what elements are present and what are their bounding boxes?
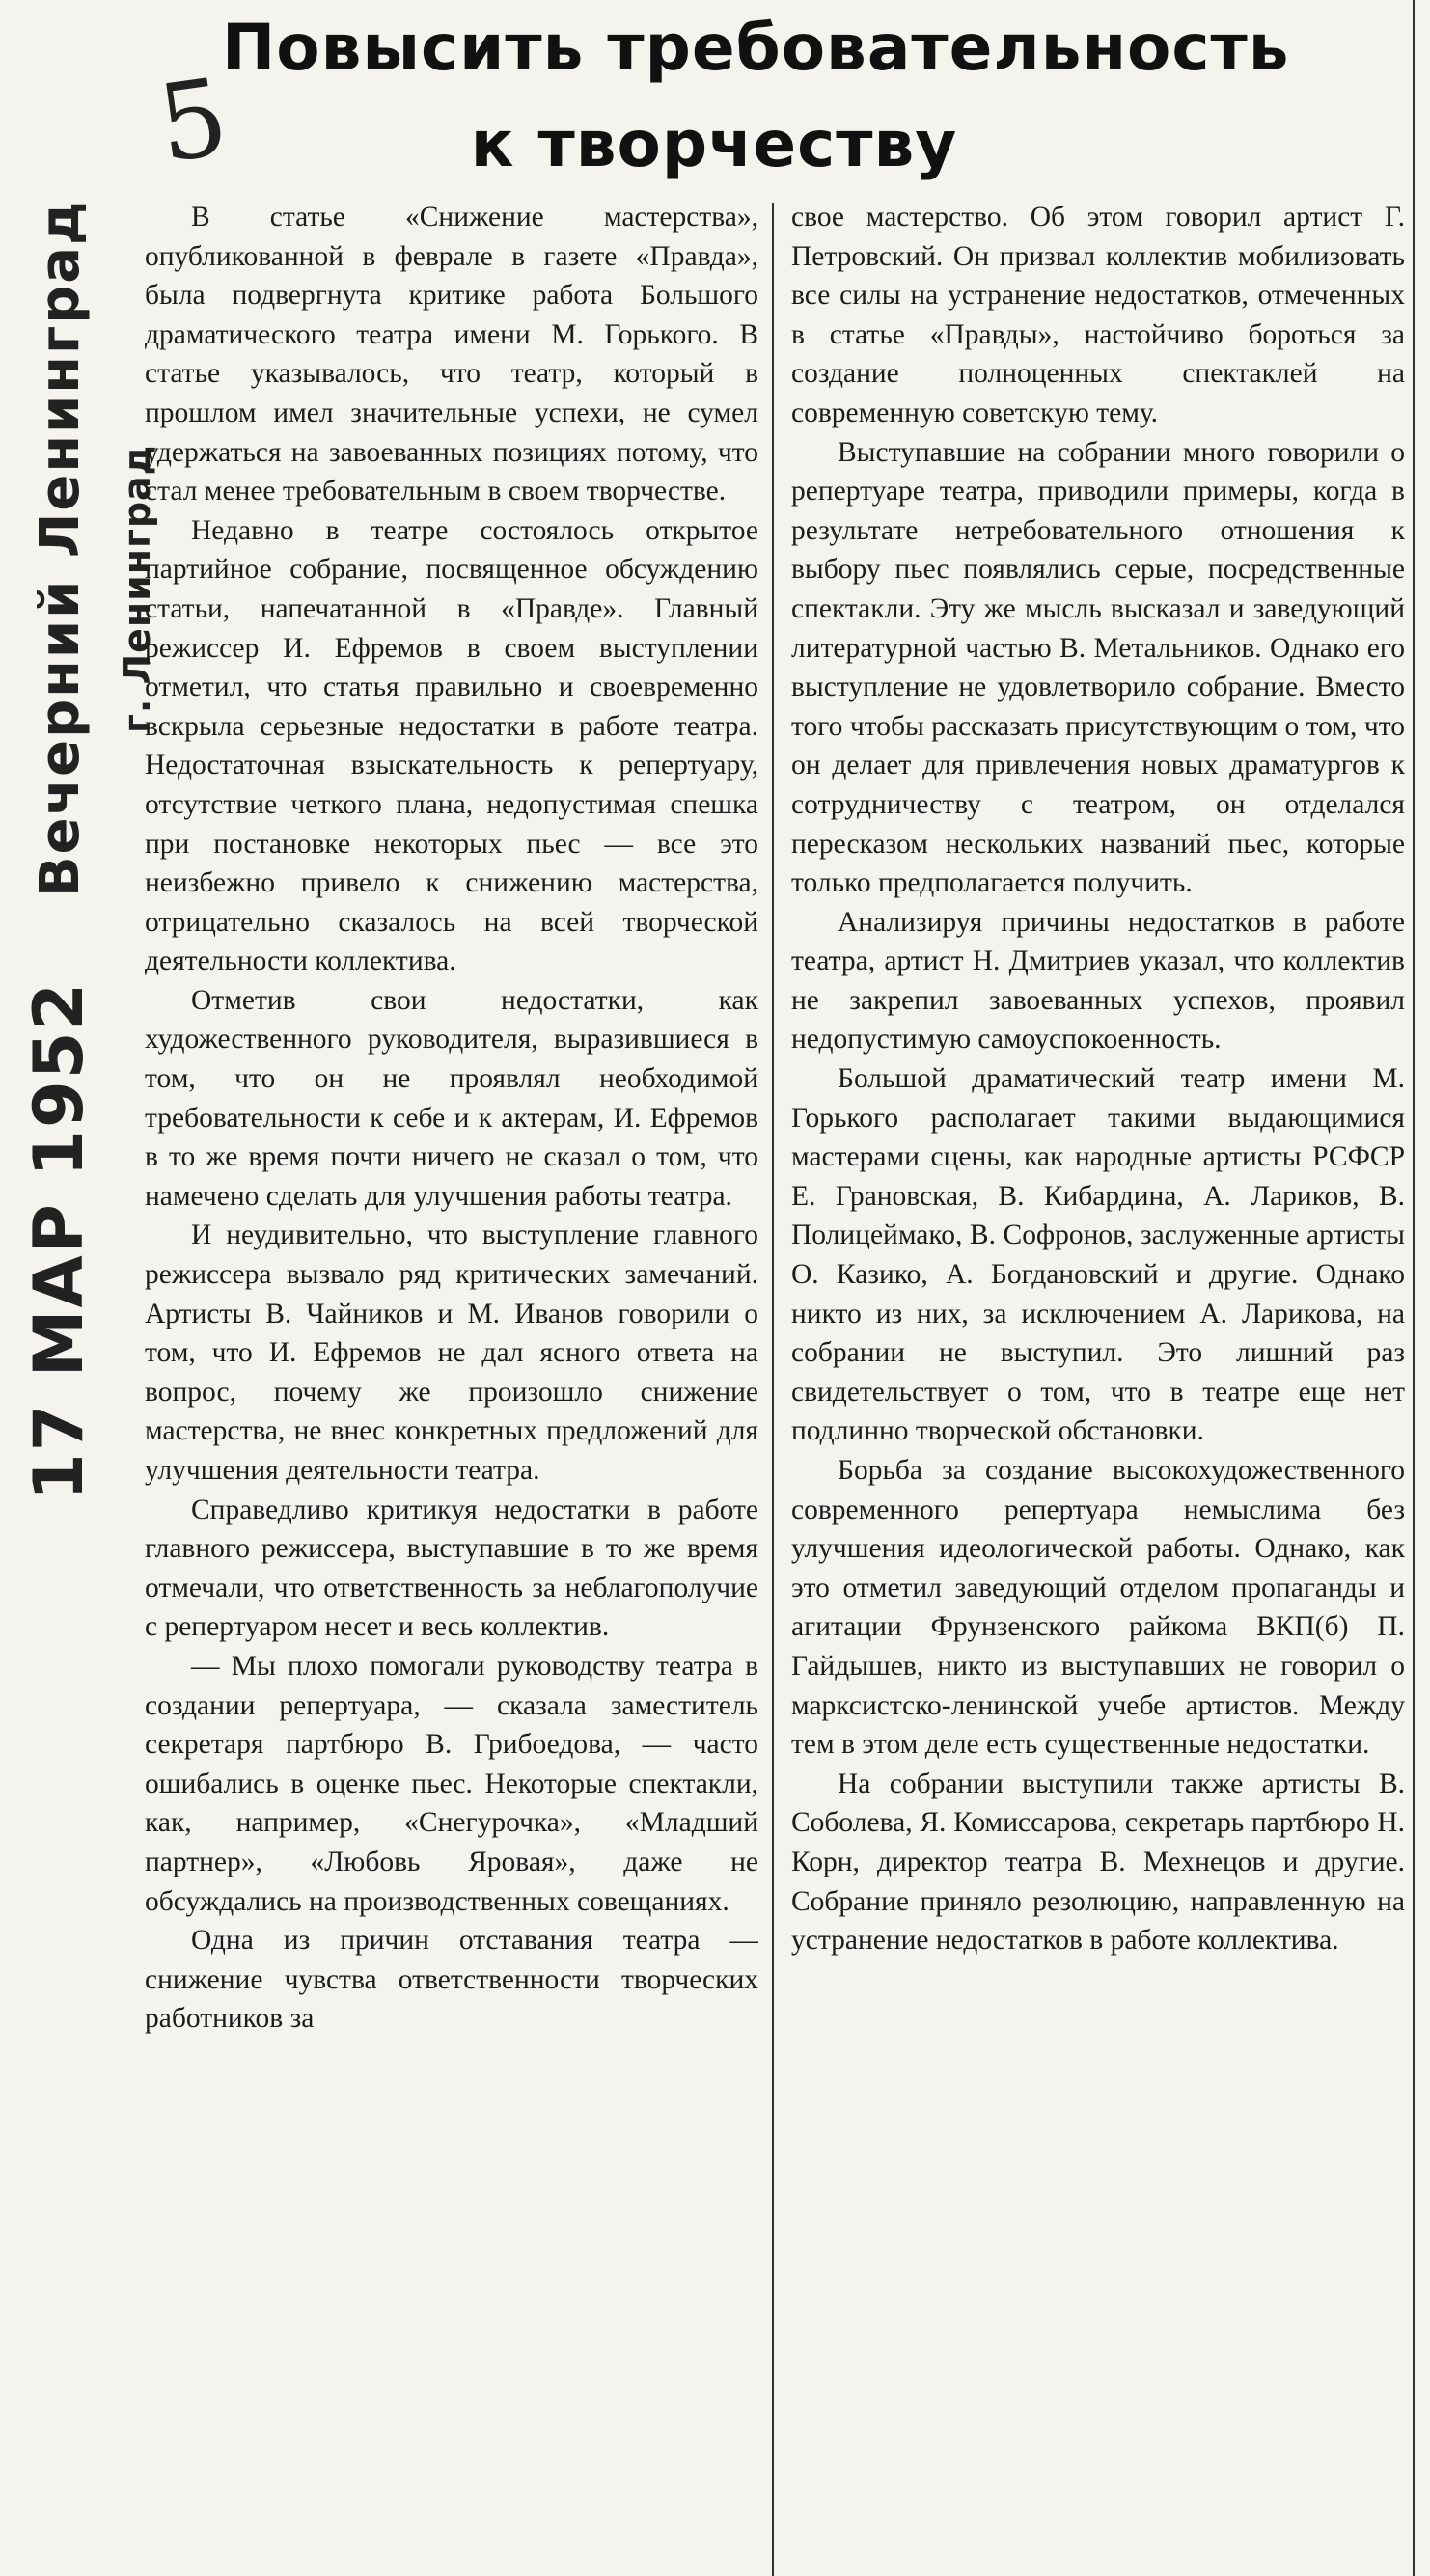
stamp-date: 17 МАР 1952	[19, 980, 98, 1500]
paragraph-continued: свое мастерство. Об этом говорил артист Г. Петровский. Он призвал коллектив мобилизовать все силы на устранение недостатков, отмеченных в статье «Правды», настойчиво бороться за создание полноценных спектаклей на современную советскую тему.	[791, 202, 1405, 428]
headline-line-2: к творчеству	[470, 107, 958, 181]
paragraph: Отметив свои недостатки, как художественного руководителя, выразившиеся в том, что он не проявлял необходимой требовательности к себе и к актерам, И. Ефремов в то же время почти ничего не сказал о том, что намечено сделать для улучшения работы театра.	[145, 984, 758, 1212]
paragraph: На собрании выступили также артисты В. Соболева, Я. Комиссарова, секретарь партбюро Н. Корн, директор театра В. Мехнецов и другие. Собрание приняло резолюцию, направленную на устранение недостатков в работе коллектива.	[791, 1768, 1405, 1957]
stamp-city: г. Ленинград	[116, 444, 158, 733]
paragraph: В статье «Снижение мастерства», опубликованной в феврале в газете «Правда», была подвергнута критике работа Большого драматического театра имени М. Горького. В статье указывалось, что театр, который в прошлом имел значительные успехи, не сумел удержаться на завоеванных позициях потому, что стал менее требовательным в своем творчестве.	[145, 202, 758, 507]
stamp-newspaper-name: Вечерний Ленинград	[29, 199, 92, 897]
paragraph: — Мы плохо помогали руководству театра в создании репертуара, — сказала заместитель секретаря партбюро В. Грибоедова, — часто ошибались в оценке пьес. Некоторые спектакли, как, например, «Снегурочка», «Младший партнер», «Любовь Яровая», даже не обсуждались на производственных совещаниях.	[145, 1650, 758, 1917]
handwritten-mark: 5	[151, 54, 235, 187]
article-left-column	[145, 198, 758, 2576]
paragraph: Одна из причин отставания театра — снижение чувства ответственности творческих работников за	[145, 1925, 758, 2035]
paragraph: Недавно в театре состоялось открытое партийное собрание, посвященное обсуждению статьи, напечатанной в «Правде». Главный режиссер И. Ефремов в своем выступлении отметил, что статья правильно и своевременно вскрыла серьезные недостатки в работе театра. Недостаточная взыскательность к репертуару, отсутствие четкого плана, недопустимая спешка при постановке некоторых пьес — все это неизбежно привело к снижению мастерства, отрицательно сказалось на всей творческой деятельности коллектива.	[145, 514, 758, 977]
paragraph: Анализируя причины недостатков в работе театра, артист Н. Дмитриев указал, что коллектив не закрепил завоеванных успехов, проявил недопустимую самоуспокоенность.	[791, 906, 1405, 1055]
paragraph: И неудивительно, что выступление главного режиссера вызвало ряд критических замечаний. Артисты В. Чайников и М. Иванов говорили о том, что И. Ефремов не дал ясного ответа на вопрос, почему же произошло снижение мастерства, не внес конкретных предложений для улучшения деятельности театра.	[145, 1219, 758, 1486]
headline-line-1: Повысить требовательность	[222, 11, 1290, 85]
paragraph: Справедливо критикуя недостатки в работе главного режиссера, выступавшие в то же время отмечали, что ответственность за неблагополучие с репертуаром несет и весь коллектив.	[145, 1494, 758, 1643]
paragraph: Борьба за создание высокохудожественного современного репертуара немыслима без улучшения идеологической работы. Однако, как это отметил заведующий отделом пропаганды и агитации Фрунзенского райкома ВКП(б) П. Гайдышев, никто из выступавших не говорил о марксистско-ленинской учебе артистов. Между тем в этом деле есть существенные недостатки.	[791, 1455, 1405, 1761]
headline	[222, 0, 1290, 193]
article-right-column	[791, 198, 1405, 2576]
right-edge-rule	[1413, 0, 1415, 2576]
paragraph: Выступавшие на собрании много говорили о репертуаре театра, приводили примеры, когда в результате нетребовательного отношения к выбору пьес появлялись серые, посредственные спектакли. Эту же мысль высказал и заведующий литературной частью В. Метальников. Однако его выступление не удовлетворило собрание. Вместо того чтобы рассказать присутствующим о том, что он делает для привлечения новых драматургов к сотрудничеству с театром, он отделался пересказом нескольких названий пьес, которые только предполагается получить.	[791, 436, 1405, 899]
archive-stamp	[0, 199, 158, 1524]
column-divider	[772, 203, 774, 2576]
paragraph: Большой драматический театр имени М. Горького располагает такими выдающимися мастерами сцены, как народные артисты РСФСР Е. Грановская, В. Кибардина, А. Лариков, В. Полицеймако, В. Софронов, заслуженные артисты О. Казико, А. Богдановский и другие. Однако никто из них, за исключением А. Ларикова, на собрании не выступил. Это лишний раз свидетельствует о том, что в театре еще нет подлинно творческой обстановки.	[791, 1063, 1405, 1447]
